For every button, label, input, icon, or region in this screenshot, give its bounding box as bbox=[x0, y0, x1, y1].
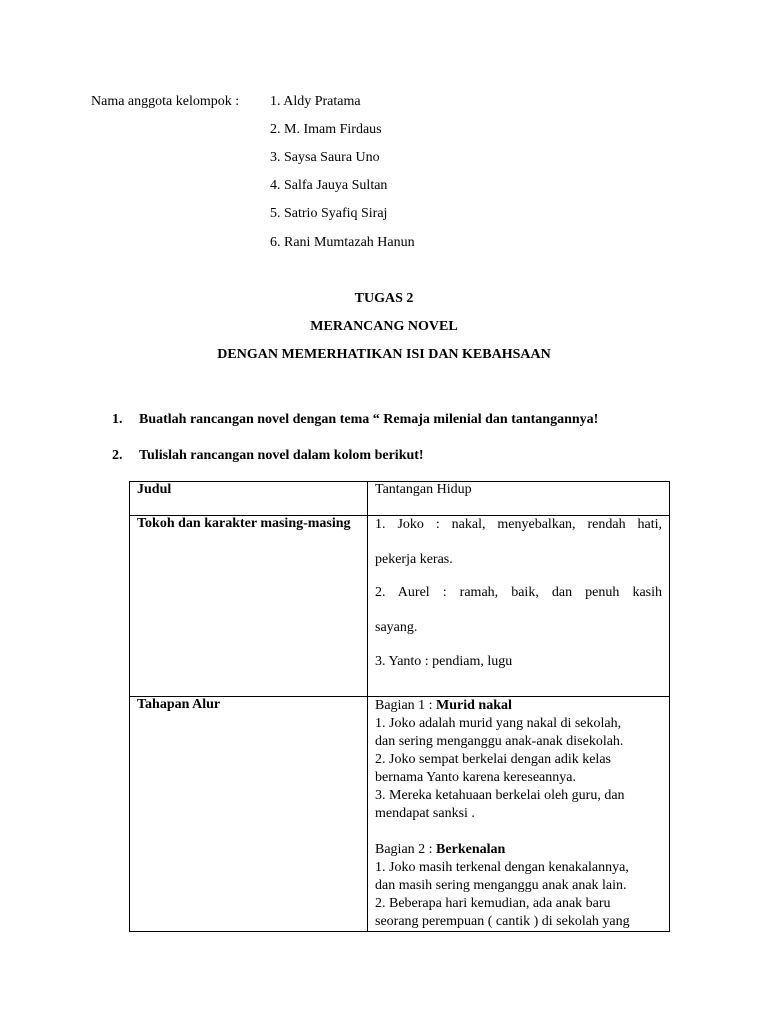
plot-part-heading: Bagian 1 : Murid nakal bbox=[375, 698, 512, 713]
member-item: 2. M. Imam Firdaus bbox=[270, 122, 382, 137]
character-line: 3. Yanto : pendiam, lugu bbox=[375, 654, 513, 669]
plot-line: dan masih sering menganggu anak anak lain. bbox=[375, 878, 627, 893]
assignment-subtitle: MERANCANG NOVEL bbox=[310, 319, 458, 334]
character-line: sayang. bbox=[375, 620, 418, 635]
row-label-alur: Tahapan Alur bbox=[130, 697, 368, 932]
instruction-number: 1. bbox=[112, 412, 123, 427]
member-item: 5. Satrio Syafiq Siraj bbox=[270, 206, 388, 221]
plot-part-title: Berkenalan bbox=[436, 842, 506, 857]
plot-line: bernama Yanto karena kereseannya. bbox=[375, 770, 576, 785]
instruction-text: Buatlah rancangan novel dengan tema “ Remaja milenial dan tantangannya! bbox=[139, 412, 599, 427]
instruction-item bbox=[112, 448, 424, 464]
row-label-judul: Judul bbox=[130, 482, 368, 516]
row-label-tokoh: Tokoh dan karakter masing-masing bbox=[130, 516, 368, 697]
table-row bbox=[130, 516, 670, 697]
plot-part-title: Murid nakal bbox=[436, 698, 512, 713]
assignment-subtitle-2: DENGAN MEMERHATIKAN ISI DAN KEBAHSAAN bbox=[217, 347, 551, 362]
plot-line: 2. Beberapa hari kemudian, ada anak baru bbox=[375, 896, 611, 911]
row-value-alur bbox=[368, 697, 670, 932]
instruction-number: 2. bbox=[112, 448, 123, 463]
instruction-item bbox=[112, 412, 598, 428]
table-row bbox=[130, 697, 670, 932]
character-line: 1. Joko : nakal, menyebalkan, rendah hati, bbox=[375, 517, 662, 532]
instruction-text: Tulislah rancangan novel dalam kolom berikut! bbox=[139, 448, 424, 463]
assignment-title: TUGAS 2 bbox=[354, 291, 414, 306]
member-item: 1. Aldy Pratama bbox=[270, 94, 361, 109]
row-value-judul: Tantangan Hidup bbox=[368, 482, 670, 516]
plot-line: 1. Joko adalah murid yang nakal di sekolah, bbox=[375, 716, 622, 731]
novel-plan-table bbox=[129, 481, 670, 932]
table-row bbox=[130, 482, 670, 516]
row-value-tokoh bbox=[368, 516, 670, 697]
member-item: 4. Salfa Jauya Sultan bbox=[270, 178, 388, 193]
plot-line: mendapat sanksi . bbox=[375, 806, 475, 821]
members-label: Nama anggota kelompok : bbox=[91, 94, 240, 109]
member-item: 3. Saysa Saura Uno bbox=[270, 150, 380, 165]
character-line: 2. Aurel : ramah, baik, dan penuh kasih bbox=[375, 585, 662, 600]
plot-line: 2. Joko sempat berkelai dengan adik kelas bbox=[375, 752, 611, 767]
character-line: pekerja keras. bbox=[375, 552, 453, 567]
member-item: 6. Rani Mumtazah Hanun bbox=[270, 235, 415, 250]
plot-line: 1. Joko masih terkenal dengan kenakalannya, bbox=[375, 860, 629, 875]
plot-line: 3. Mereka ketahuaan berkelai oleh guru, dan bbox=[375, 788, 625, 803]
plot-part-heading: Bagian 2 : Berkenalan bbox=[375, 842, 506, 857]
plot-line: seorang perempuan ( cantik ) di sekolah yang bbox=[375, 914, 630, 929]
plot-line: dan sering menganggu anak-anak disekolah. bbox=[375, 734, 624, 749]
